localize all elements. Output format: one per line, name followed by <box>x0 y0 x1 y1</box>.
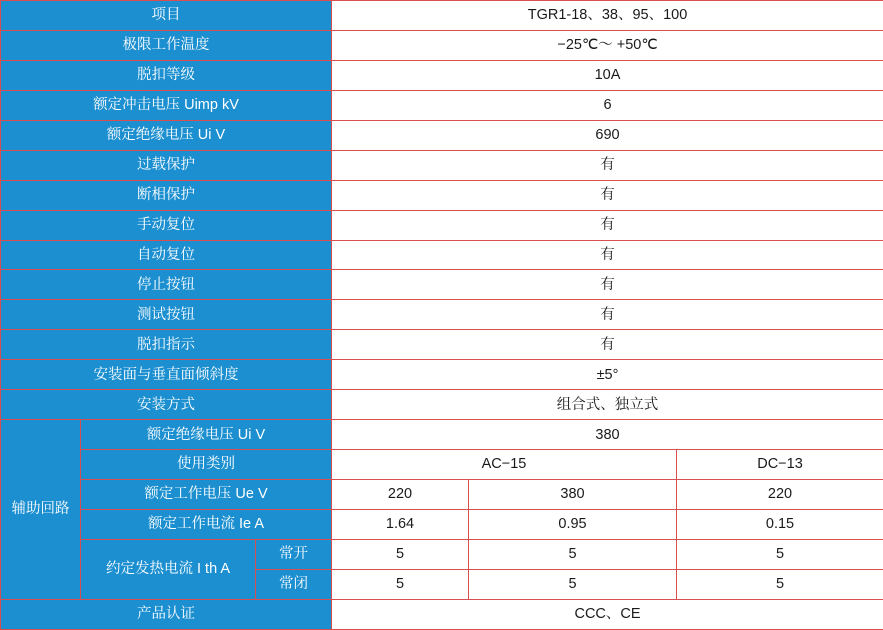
aux-usage-dc: DC−13 <box>677 450 883 480</box>
table-row <box>1 180 883 210</box>
table-row <box>1 240 883 270</box>
row-label: 项目 <box>1 1 332 31</box>
table-row-aux-usage <box>1 450 883 480</box>
aux-thermal-nc-v3: 5 <box>677 569 883 599</box>
aux-working-current-label: 额定工作电流 Ie A <box>81 509 332 539</box>
aux-thermal-no-v1: 5 <box>332 539 469 569</box>
row-value: 10A <box>332 60 883 90</box>
aux-working-current-v3: 0.15 <box>677 509 883 539</box>
aux-group-label: 辅助回路 <box>1 420 81 600</box>
table-row <box>1 150 883 180</box>
aux-thermal-nc-v2: 5 <box>469 569 677 599</box>
row-label: 脱扣指示 <box>1 330 332 360</box>
aux-working-voltage-v2: 380 <box>469 480 677 510</box>
row-value: −25℃～ +50℃ <box>332 30 883 60</box>
aux-thermal-no-v3: 5 <box>677 539 883 569</box>
aux-working-current-v2: 0.95 <box>469 509 677 539</box>
row-label: 额定绝缘电压 Ui V <box>1 120 332 150</box>
aux-insulation-value: 380 <box>332 420 883 450</box>
row-value: 有 <box>332 240 883 270</box>
row-label: 安装面与垂直面倾斜度 <box>1 360 332 390</box>
table-row <box>1 270 883 300</box>
row-value: 有 <box>332 330 883 360</box>
aux-insulation-label: 额定绝缘电压 Ui V <box>81 420 332 450</box>
aux-thermal-nc-label: 常闭 <box>256 569 332 599</box>
row-value: 组合式、独立式 <box>332 390 883 420</box>
aux-usage-label: 使用类别 <box>81 450 332 480</box>
row-value: 有 <box>332 270 883 300</box>
row-value: ±5° <box>332 360 883 390</box>
aux-thermal-no-v2: 5 <box>469 539 677 569</box>
row-label: 测试按钮 <box>1 300 332 330</box>
table-row <box>1 1 883 31</box>
aux-thermal-current-label: 约定发热电流 I th A <box>81 539 256 599</box>
row-value: TGR1-18、38、95、100 <box>332 1 883 31</box>
table-row <box>1 300 883 330</box>
aux-working-voltage-v3: 220 <box>677 480 883 510</box>
row-value: 有 <box>332 150 883 180</box>
row-value: 6 <box>332 90 883 120</box>
row-value: 有 <box>332 300 883 330</box>
table-row <box>1 390 883 420</box>
row-label: 手动复位 <box>1 210 332 240</box>
row-label: 过载保护 <box>1 150 332 180</box>
row-value: 有 <box>332 180 883 210</box>
aux-thermal-nc-v1: 5 <box>332 569 469 599</box>
table-row <box>1 210 883 240</box>
row-label: 停止按钮 <box>1 270 332 300</box>
row-label: 安装方式 <box>1 390 332 420</box>
aux-usage-ac: AC−15 <box>332 450 677 480</box>
table-row <box>1 60 883 90</box>
aux-working-voltage-label: 额定工作电压 Ue V <box>81 480 332 510</box>
row-label: 额定冲击电压 Uimp kV <box>1 90 332 120</box>
table-row <box>1 120 883 150</box>
row-value: 有 <box>332 210 883 240</box>
table-row-aux-thermal-no <box>1 539 883 569</box>
row-label: 极限工作温度 <box>1 30 332 60</box>
aux-working-voltage-v1: 220 <box>332 480 469 510</box>
table-row <box>1 330 883 360</box>
table-row <box>1 360 883 390</box>
table-row <box>1 90 883 120</box>
table-row-aux-current <box>1 509 883 539</box>
table-row-aux-voltage <box>1 480 883 510</box>
certification-label: 产品认证 <box>1 599 332 629</box>
table-row-certification <box>1 599 883 629</box>
certification-value: CCC、CE <box>332 599 883 629</box>
aux-working-current-v1: 1.64 <box>332 509 469 539</box>
aux-thermal-no-label: 常开 <box>256 539 332 569</box>
row-label: 脱扣等级 <box>1 60 332 90</box>
row-value: 690 <box>332 120 883 150</box>
table-row-aux-insulation <box>1 420 883 450</box>
row-label: 断相保护 <box>1 180 332 210</box>
table-row <box>1 30 883 60</box>
row-label: 自动复位 <box>1 240 332 270</box>
